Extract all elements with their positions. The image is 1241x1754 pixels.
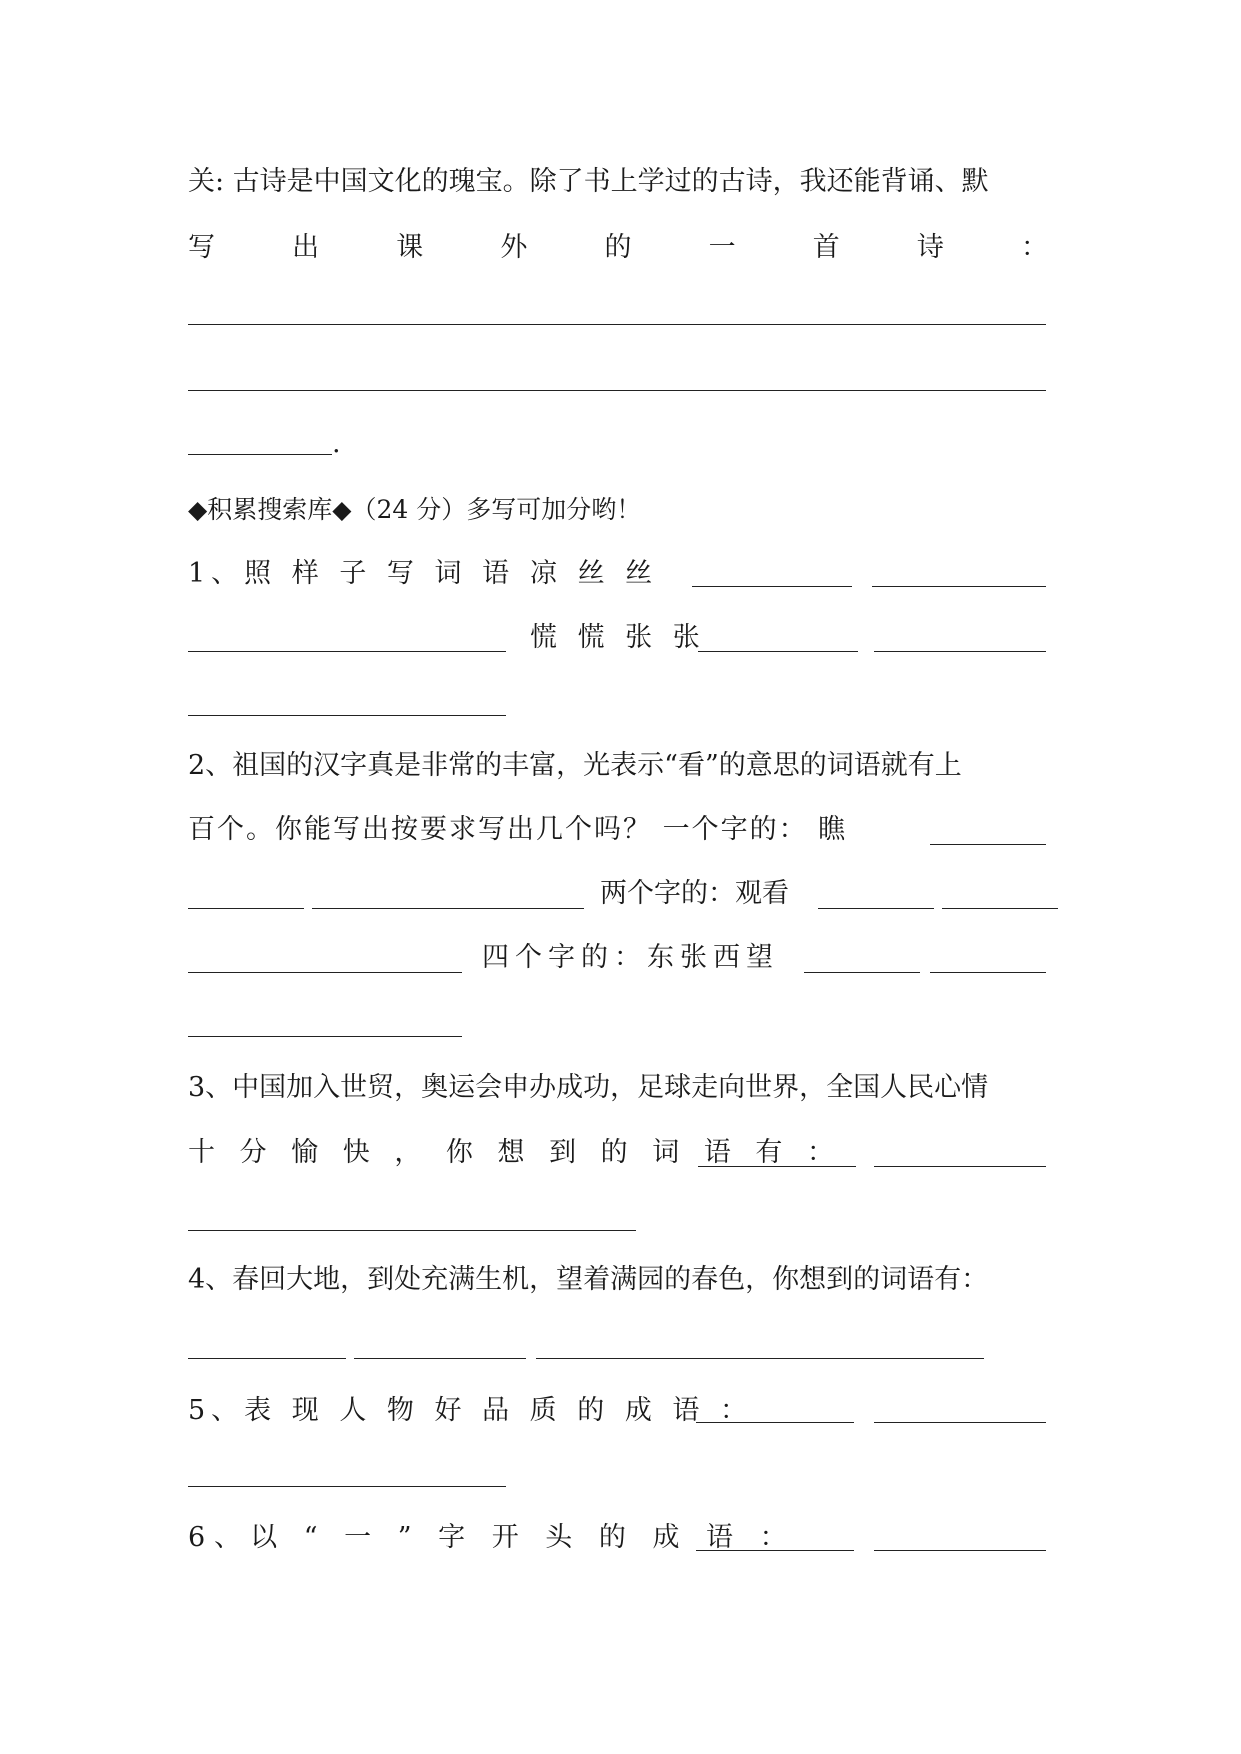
- q1-blank[interactable]: [874, 651, 1046, 652]
- q2-blank[interactable]: [188, 1036, 462, 1037]
- q4-blank[interactable]: [188, 1358, 346, 1359]
- poem-answer-blank-3[interactable]: [188, 454, 332, 455]
- poem-char: 外: [500, 232, 528, 263]
- poem-prompt-line1: 关: 古诗是中国文化的瑰宝。除了书上学过的古诗，我还能背诵、默: [188, 166, 989, 197]
- poem-prompt-line2: [188, 230, 1048, 266]
- q4-blank[interactable]: [536, 1358, 984, 1359]
- q4-line1: 4、春回大地，到处充满生机，望着满园的春色，你想到的词语有：: [188, 1264, 989, 1295]
- poem-answer-blank-1[interactable]: [188, 324, 1046, 325]
- q1-blank[interactable]: [188, 651, 506, 652]
- q3-blank[interactable]: [698, 1166, 856, 1167]
- poem-answer-blank-2[interactable]: [188, 390, 1046, 391]
- q5-blank[interactable]: [874, 1422, 1046, 1423]
- poem-char: 出: [292, 232, 320, 263]
- q2-blank[interactable]: [188, 908, 304, 909]
- q2-line1: 2、祖国的汉字真是非常的丰富，光表示“看”的意思的词语就有上: [188, 750, 962, 781]
- q6-blank[interactable]: [874, 1550, 1046, 1551]
- poem-char: 诗: [916, 232, 944, 263]
- q1-example-2: 慌 慌 张 张: [530, 622, 706, 653]
- q2-blank[interactable]: [188, 972, 462, 973]
- poem-char: 写: [188, 232, 215, 263]
- q2-blank[interactable]: [930, 844, 1046, 845]
- q2-blank[interactable]: [930, 972, 1046, 973]
- q1-blank[interactable]: [698, 651, 858, 652]
- q6-label: 6、以 “ 一 ” 字 开 头 的 成 语 ：: [188, 1522, 796, 1553]
- q2-blank[interactable]: [312, 908, 584, 909]
- q3-line2: 十 分 愉 快 ， 你 想 到 的 词 语 有 ：: [188, 1137, 842, 1168]
- q5-blank[interactable]: [696, 1422, 854, 1423]
- q4-blank[interactable]: [354, 1358, 526, 1359]
- section-header: ◆积累搜索库◆（24 分）多写可加分哟！: [188, 495, 642, 524]
- q1-blank[interactable]: [188, 715, 506, 716]
- q1-example-1: 凉 丝 丝: [530, 558, 659, 589]
- poem-end-mark: .: [332, 428, 341, 459]
- q3-line1: 3、中国加入世贸，奥运会申办成功，足球走向世界，全国人民心情: [188, 1072, 989, 1103]
- poem-char: 课: [396, 232, 424, 263]
- poem-char: 的: [604, 232, 632, 263]
- q6-blank[interactable]: [696, 1550, 854, 1551]
- q2-blank[interactable]: [818, 908, 934, 909]
- q2-four-char-label: 四个字的：东张西望: [482, 942, 779, 973]
- q5-blank[interactable]: [188, 1486, 506, 1487]
- q1-blank[interactable]: [872, 586, 1046, 587]
- q1-label: 1、照 样 子 写 词 语: [188, 558, 516, 589]
- q2-blank[interactable]: [942, 908, 1058, 909]
- poem-char: 首: [812, 232, 840, 263]
- poem-char: 一: [708, 232, 736, 263]
- q1-blank[interactable]: [692, 586, 852, 587]
- q2-line2: 百个。你能写出按要求写出几个吗？ 一个字的： 瞧: [188, 814, 848, 845]
- q2-blank[interactable]: [804, 972, 920, 973]
- q2-two-char-label: 两个字的：观看: [600, 878, 789, 909]
- q3-blank[interactable]: [874, 1166, 1046, 1167]
- poem-char: ：: [1021, 232, 1048, 263]
- q5-label: 5、表 现 人 物 好 品 质 的 成 语 ：: [188, 1395, 754, 1426]
- q3-blank[interactable]: [188, 1230, 636, 1231]
